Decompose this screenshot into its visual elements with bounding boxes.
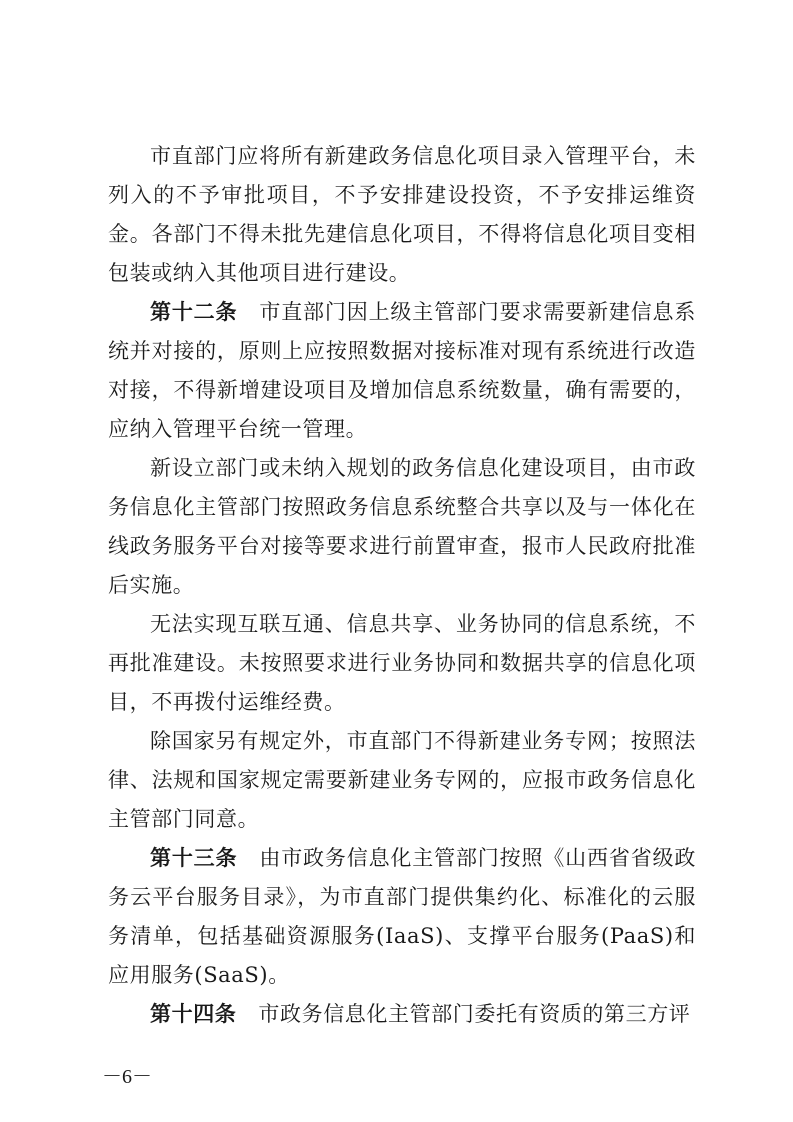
paragraph-5 [108,722,696,839]
paragraph-article-14 [108,995,696,1034]
paragraph-text: 无法实现互联互通、信息共享、业务协同的信息系统，不再批准建设。未按照要求进行业务协同和数据共享的信息化项目，不再拨付运维经费。 [108,612,696,714]
paragraph-text: 新设立部门或未纳入规划的政务信息化建设项目，由市政务信息化主管部门按照政务信息系统整合共享以及与一体化在线政务服务平台对接等要求进行前置审查，报市人民政府批准后实施。 [108,456,696,597]
article-heading: 第十二条 [150,300,238,324]
paragraph-text: 市直部门应将所有新建政务信息化项目录入管理平台，未列入的不予审批项目，不予安排建设投资，不予安排运维资金。各部门不得未批先建信息化项目，不得将信息化项目变相包装或纳入其他项目进行建设。 [108,144,696,285]
paragraph-4 [108,605,696,722]
paragraph-article-13 [108,839,696,995]
paragraph-3 [108,449,696,605]
paragraph-text: 市政务信息化主管部门委托有资质的第三方评 [258,1002,691,1026]
page-number: －6－ [102,1066,152,1088]
paragraph-text: 由市政务信息化主管部门按照《山西省省级政务云平台服务目录》，为市直部门提供集约化、标准化的云服务清单，包括基础资源服务(IaaS)、支撑平台服务(PaaS)和应用服务(SaaS)。 [108,846,696,987]
paragraph-article-12 [108,293,696,449]
document-body [108,137,696,1034]
article-heading: 第十四条 [150,1002,237,1026]
paragraph-1 [108,137,696,293]
paragraph-text: 市直部门因上级主管部门要求需要新建信息系统并对接的，原则上应按照数据对接标准对现有系统进行改造对接，不得新增建设项目及增加信息系统数量，确有需要的，应纳入管理平台统一管理。 [108,300,696,441]
paragraph-text: 除国家另有规定外，市直部门不得新建业务专网；按照法律、法规和国家规定需要新建业务专网的，应报市政务信息化主管部门同意。 [108,729,696,831]
article-heading: 第十三条 [150,846,238,870]
